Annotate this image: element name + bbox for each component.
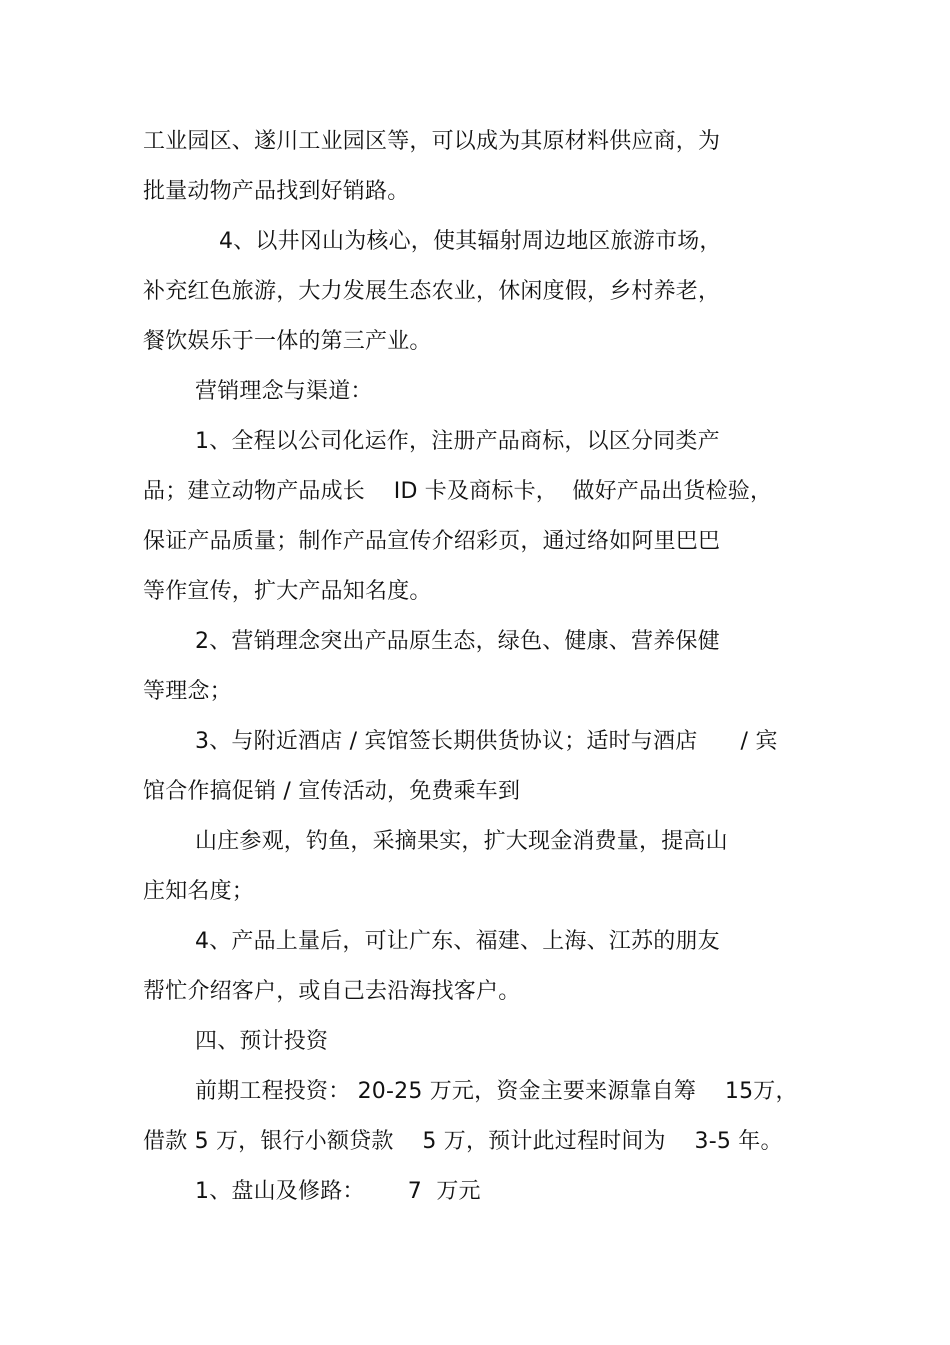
text-line: 1、全程以公司化运作，注册产品商标，以区分同类产 [195, 429, 720, 454]
text-line: 等理念； [143, 679, 232, 704]
text-line: 4、以井冈山为核心，使其辐射周边地区旅游市场， [219, 229, 722, 254]
text-line: 前期工程投资： 20-25 万元，资金主要来源靠自筹 15万， [195, 1079, 798, 1104]
text-line: 庄知名度； [143, 879, 255, 904]
text-line: 2、营销理念突出产品原生态，绿色、健康、营养保健 [195, 629, 720, 654]
text-line: 补充红色旅游，大力发展生态农业，休闲度假，乡村养老， [143, 279, 721, 304]
text-line: 批量动物产品找到好销路。 [143, 179, 410, 204]
text-line: 3、与附近酒店 / 宾馆签长期供货协议；适时与酒店 / 宾 [195, 729, 778, 754]
text-line: 借款 5 万，银行小额贷款 5 万，预计此过程时间为 3-5 年。 [143, 1129, 783, 1154]
text-line: 馆合作搞促销 / 宣传活动，免费乘车到 [143, 779, 521, 804]
text-line: 帮忙介绍客户，或自己去沿海找客户。 [143, 979, 521, 1004]
text-line: 4、产品上量后，可让广东、福建、上海、江苏的朋友 [195, 929, 720, 954]
text-line: 山庄参观，钓鱼，采摘果实，扩大现金消费量，提高山 [195, 829, 728, 854]
text-line: 工业园区、遂川工业园区等，可以成为其原材料供应商，为 [143, 129, 721, 154]
section-heading: 营销理念与渠道： [195, 379, 373, 404]
text-line: 1、盘山及修路： 7 万元 [195, 1179, 481, 1204]
text-line: 保证产品质量；制作产品宣传介绍彩页，通过络如阿里巴巴 [143, 529, 721, 554]
section-heading: 四、预计投资 [195, 1029, 329, 1054]
text-line: 品；建立动物产品成长 ID 卡及商标卡， 做好产品出货检验， [143, 479, 773, 504]
text-line: 餐饮娱乐于一体的第三产业。 [143, 329, 432, 354]
text-line: 等作宣传，扩大产品知名度。 [143, 579, 432, 604]
